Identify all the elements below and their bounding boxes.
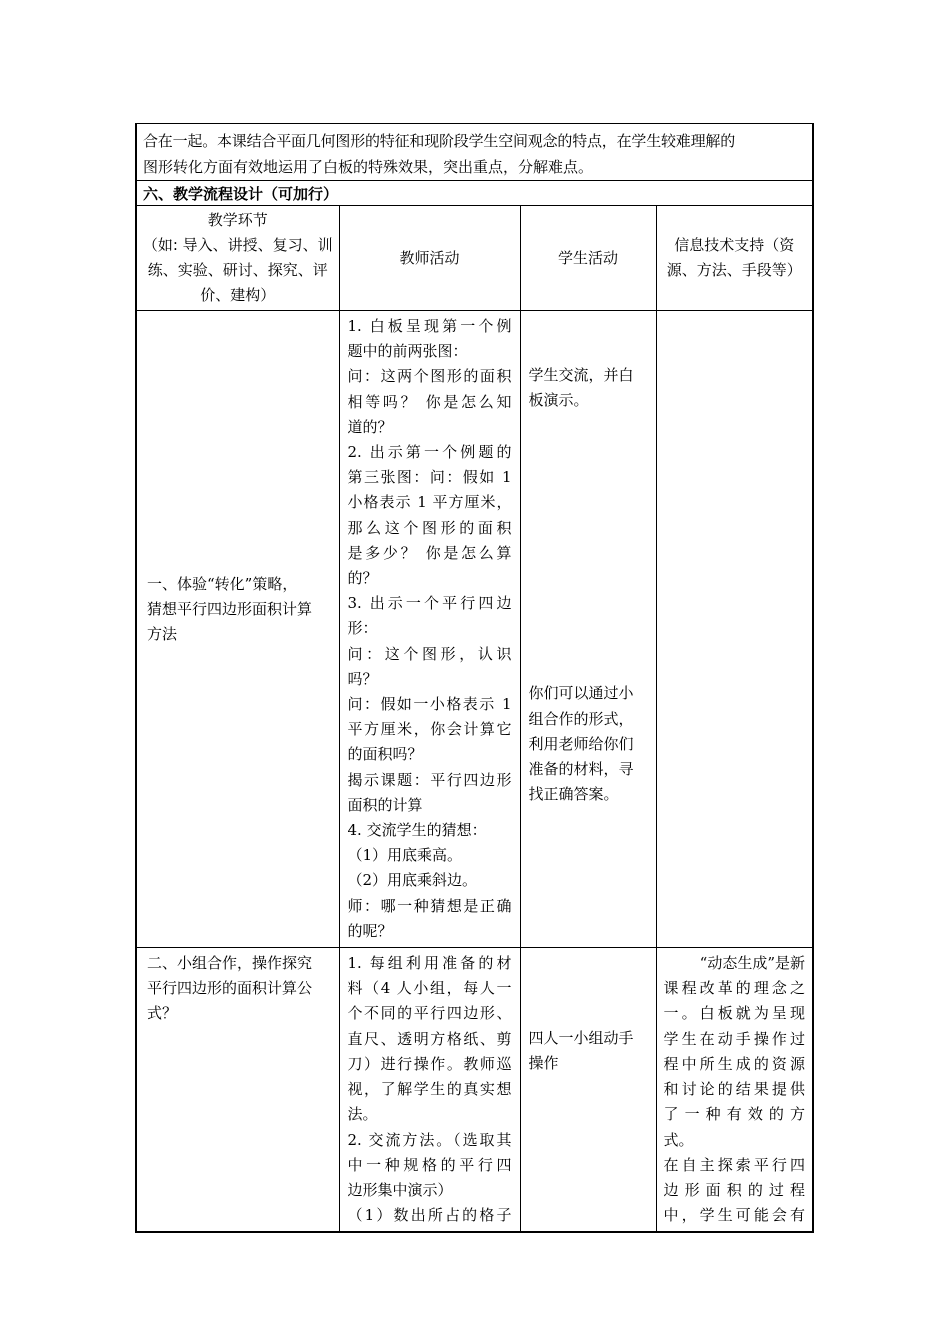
row2-tech-line: 式。 bbox=[663, 1130, 694, 1149]
row1-student bbox=[520, 311, 656, 948]
row1-teacher-line: 问：这两个图形的面积 bbox=[347, 367, 512, 386]
header-stage-line: 教学环节 bbox=[207, 211, 268, 229]
section-title-cell bbox=[136, 181, 813, 206]
row2-teacher-line: 2. 交流方法。（选取其 bbox=[347, 1130, 512, 1149]
row2-stage-line: 式？ bbox=[147, 1004, 178, 1023]
row1-tech bbox=[656, 311, 813, 948]
row1-teacher-line: 相等吗？ 你是怎么知 bbox=[347, 392, 512, 411]
row2-student-line: 操作 bbox=[528, 1054, 559, 1073]
row1-student-line: 准备的材料，寻 bbox=[528, 760, 634, 779]
header-stage bbox=[136, 206, 339, 311]
row2-teacher bbox=[339, 948, 520, 1233]
row2-student bbox=[520, 948, 656, 1233]
row1-student-line: 组合作的形式， bbox=[528, 709, 634, 728]
row2-tech-line: “动态生成”是新 bbox=[699, 954, 806, 973]
intro-line-1: 合在一起。本课结合平面几何图形的特征和现阶段学生空间观念的特点，在学生较难理解的 bbox=[143, 132, 736, 150]
row2-tech-line: 一。白板就为呈现 bbox=[663, 1004, 806, 1023]
row1-student-line: 利用老师给你们 bbox=[528, 734, 634, 753]
intro-cell bbox=[136, 124, 813, 181]
row2-teacher-line: （1）数出所占的格子 bbox=[347, 1206, 512, 1225]
row1-teacher-line: 道的？ bbox=[347, 417, 393, 436]
row2-tech-line: 边形面积的过程 bbox=[663, 1180, 806, 1199]
row2-tech-line: 中，学生可能会有 bbox=[663, 1206, 806, 1225]
row2-tech bbox=[656, 948, 813, 1233]
row1-teacher-line: 形： bbox=[347, 619, 378, 638]
row1-teacher bbox=[339, 311, 520, 948]
header-tech-line: 源、方法、手段等） bbox=[666, 261, 802, 279]
row1-teacher-line: 的呢？ bbox=[347, 921, 393, 940]
intro-line-2: 图形转化方面有效地运用了白板的特殊效果，突出重点，分解难点。 bbox=[143, 158, 594, 176]
row2-stage-line: 二、小组合作，操作探究 bbox=[147, 954, 313, 973]
row1-teacher-line: 平方厘米，你会计算它 bbox=[347, 720, 512, 739]
header-tech bbox=[656, 206, 813, 311]
header-stage-line: （如: 导入、讲授、复习、训 bbox=[142, 236, 333, 254]
row1-student-line: 找正确答案。 bbox=[528, 785, 619, 804]
row1-teacher-line: （2）用底乘斜边。 bbox=[347, 871, 478, 890]
row2-teacher-line: 直尺、透明方格纸、剪 bbox=[347, 1029, 512, 1048]
header-tech-line: 信息技术支持（资 bbox=[674, 236, 795, 254]
row1-teacher-line: 揭示课题：平行四边形 bbox=[347, 770, 512, 789]
row1-teacher-line: 是多少？ 你是怎么算 bbox=[347, 543, 512, 562]
table-row bbox=[136, 948, 813, 1233]
row1-teacher-line: 4. 交流学生的猜想： bbox=[347, 821, 487, 840]
row2-teacher-line: 刀）进行操作。教师巡 bbox=[347, 1054, 512, 1073]
row1-stage bbox=[136, 311, 339, 948]
row1-student-line: 学生交流，并白 bbox=[528, 366, 634, 384]
row1-teacher-line: 3. 出示一个平行四边 bbox=[347, 594, 512, 613]
row2-teacher-line: 视，了解学生的真实想 bbox=[347, 1080, 512, 1099]
row2-tech-line: 课程改革的理念之 bbox=[663, 979, 806, 998]
row1-teacher-line: 那么这个图形的面积 bbox=[347, 518, 512, 537]
row1-stage-line: 猜想平行四边形面积计算 bbox=[147, 600, 313, 619]
row1-teacher-line: 2. 出示第一个例题的 bbox=[347, 443, 512, 462]
header-student-label: 学生活动 bbox=[557, 248, 618, 267]
row1-teacher-line: 小格表示 1 平方厘米， bbox=[347, 493, 512, 512]
row1-teacher-line: 1. 白板呈现第一个例 bbox=[347, 317, 512, 335]
row1-teacher-line: 问：这个图形，认识 bbox=[347, 644, 512, 663]
row2-stage bbox=[136, 948, 339, 1233]
header-teacher-label: 教师活动 bbox=[399, 248, 460, 267]
row1-teacher-line: 面积的计算 bbox=[347, 795, 423, 814]
row2-student-line: 四人一小组动手 bbox=[528, 1029, 634, 1048]
row1-teacher-line: 师：哪一种猜想是正确 bbox=[347, 896, 512, 915]
header-student bbox=[520, 206, 656, 311]
table-row bbox=[136, 311, 813, 948]
row2-tech-line: 程中所生成的资源 bbox=[663, 1054, 806, 1073]
row1-teacher-line: 问：假如一小格表示 1 bbox=[347, 695, 512, 714]
row2-teacher-line: 个不同的平行四边形、 bbox=[347, 1004, 512, 1023]
row1-teacher-line: 第三张图：问：假如 1 bbox=[347, 468, 512, 487]
row2-tech-line: 了一种有效的方 bbox=[663, 1105, 806, 1124]
row1-stage-line: 一、体验“转化”策略， bbox=[147, 575, 298, 593]
row2-teacher-line: 边形集中演示） bbox=[347, 1180, 453, 1199]
row2-teacher-line: 法。 bbox=[347, 1105, 378, 1124]
header-stage-line: 价、建构） bbox=[200, 286, 276, 304]
row1-teacher-line: （1）用底乘高。 bbox=[347, 846, 463, 865]
row1-teacher-line: 的面积吗？ bbox=[347, 745, 423, 764]
row2-tech-line: 在自主探索平行四 bbox=[663, 1155, 806, 1174]
row1-teacher-line: 的？ bbox=[347, 569, 378, 588]
section-title: 六、教学流程设计（可加行） bbox=[143, 185, 339, 203]
row1-student-line: 板演示。 bbox=[528, 391, 589, 410]
header-stage-line: 练、实验、研讨、探究、评 bbox=[147, 261, 328, 279]
row2-stage-line: 平行四边形的面积计算公 bbox=[147, 979, 313, 998]
row1-teacher-line: 吗？ bbox=[347, 669, 378, 688]
row1-stage-line: 方法 bbox=[147, 625, 178, 644]
header-teacher bbox=[339, 206, 520, 311]
row2-tech-line: 学生在动手操作过 bbox=[663, 1029, 806, 1048]
row2-teacher-line: 料（4 人小组，每人一 bbox=[347, 979, 512, 998]
row1-teacher-line: 题中的前两张图： bbox=[347, 342, 468, 361]
row2-teacher-line: 中一种规格的平行四 bbox=[347, 1155, 512, 1174]
lesson-plan-table bbox=[135, 123, 814, 1233]
row2-teacher-line: 1. 每组利用准备的材 bbox=[347, 954, 512, 973]
row2-tech-line: 和讨论的结果提供 bbox=[663, 1080, 806, 1099]
row1-student-line: 你们可以通过小 bbox=[528, 684, 634, 703]
